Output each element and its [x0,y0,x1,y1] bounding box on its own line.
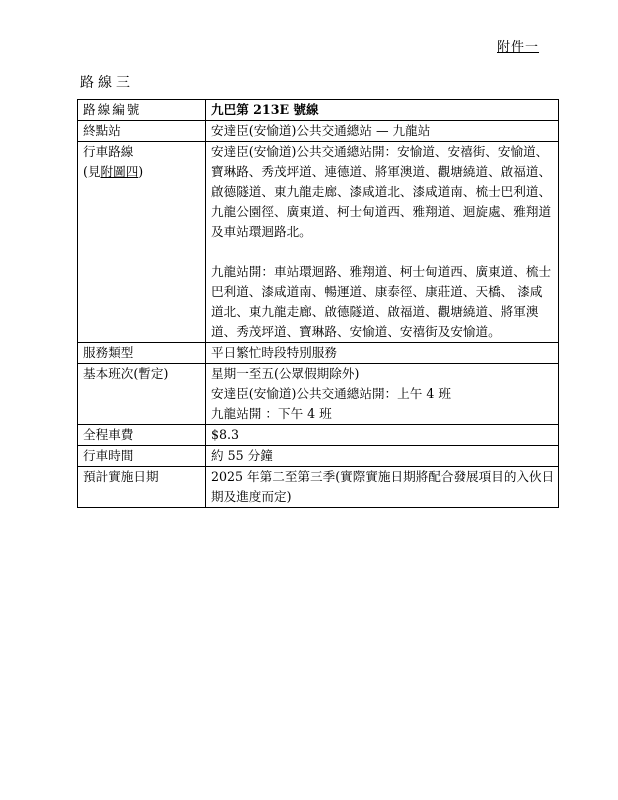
table-row [78,343,559,364]
termini-label: 終點站 [78,121,206,142]
routing-label: 行車路線 [83,144,134,159]
route-no-value: 九巴第 213E 號線 [206,100,559,121]
journey-time-label: 行車時間 [78,446,206,467]
frequency-label: 基本班次(暫定) [78,364,206,425]
table-row [78,142,559,343]
implementation-date-label: 預計實施日期 [78,467,206,508]
annex-figure-link[interactable]: 附圖四 [100,164,139,179]
journey-time-value: 約 55 分鐘 [206,446,559,467]
route-details-table [77,99,559,508]
routing-label-cell [78,142,206,343]
table-row [78,425,559,446]
fare-value: $8.3 [206,425,559,446]
fare-label: 全程車費 [78,425,206,446]
table-row [78,100,559,121]
table-row [78,121,559,142]
table-row [78,467,559,508]
service-type-value: 平日繁忙時段特別服務 [206,343,559,364]
frequency-line: 九龍站開 ：下午 4 班 [211,406,332,421]
paragraph-spacer [211,242,555,262]
frequency-line: 安達臣(安愉道)公共交通總站開：上午 4 班 [211,386,451,401]
routing-inbound-text: 九龍站開：車站環迴路、雅翔道、柯士甸道西、廣東道、梳士巴利道、漆咸道南、暢運道、康泰徑、康莊道、天橋、 漆咸道北、東九龍走廊、啟德隧道、啟福道、觀塘繞道、將軍澳道、秀茂坪道、寶琳路、安愉道、安禧街及安愉道。 [211,264,552,339]
table-row [78,446,559,467]
termini-value: 安達臣(安愉道)公共交通總站 — 九龍站 [206,121,559,142]
route-no-label: 路線編號 [78,100,206,121]
routing-ref-prefix: (見 [83,164,101,179]
implementation-date-value: 2025 年第二至第三季(實際實施日期將配合發展項目的入伙日期及進度而定) [206,467,559,508]
service-type-label: 服務類型 [78,343,206,364]
routing-ref-suffix: ) [138,164,144,179]
annex-label: 附件一 [497,40,540,55]
routing-reference [83,162,202,182]
routing-outbound-text: 安達臣(安愉道)公共交通總站開：安愉道、安禧街、安愉道、寶琳路、秀茂坪道、連德道、將軍澳道、觀塘繞道、啟福道、啟德隧道、東九龍走廊、漆咸道北、漆咸道南、梳士巴利道、九龍公園徑、廣東道、柯士甸道西、雅翔道、迴旋處、雅翔道及車站環迴路北。 [211,144,552,239]
table-row [78,364,559,425]
frequency-line: 星期一至五(公眾假期除外) [211,366,360,381]
routing-value-cell [206,142,559,343]
route-heading: 路線三 [80,75,134,91]
frequency-value-cell [206,364,559,425]
